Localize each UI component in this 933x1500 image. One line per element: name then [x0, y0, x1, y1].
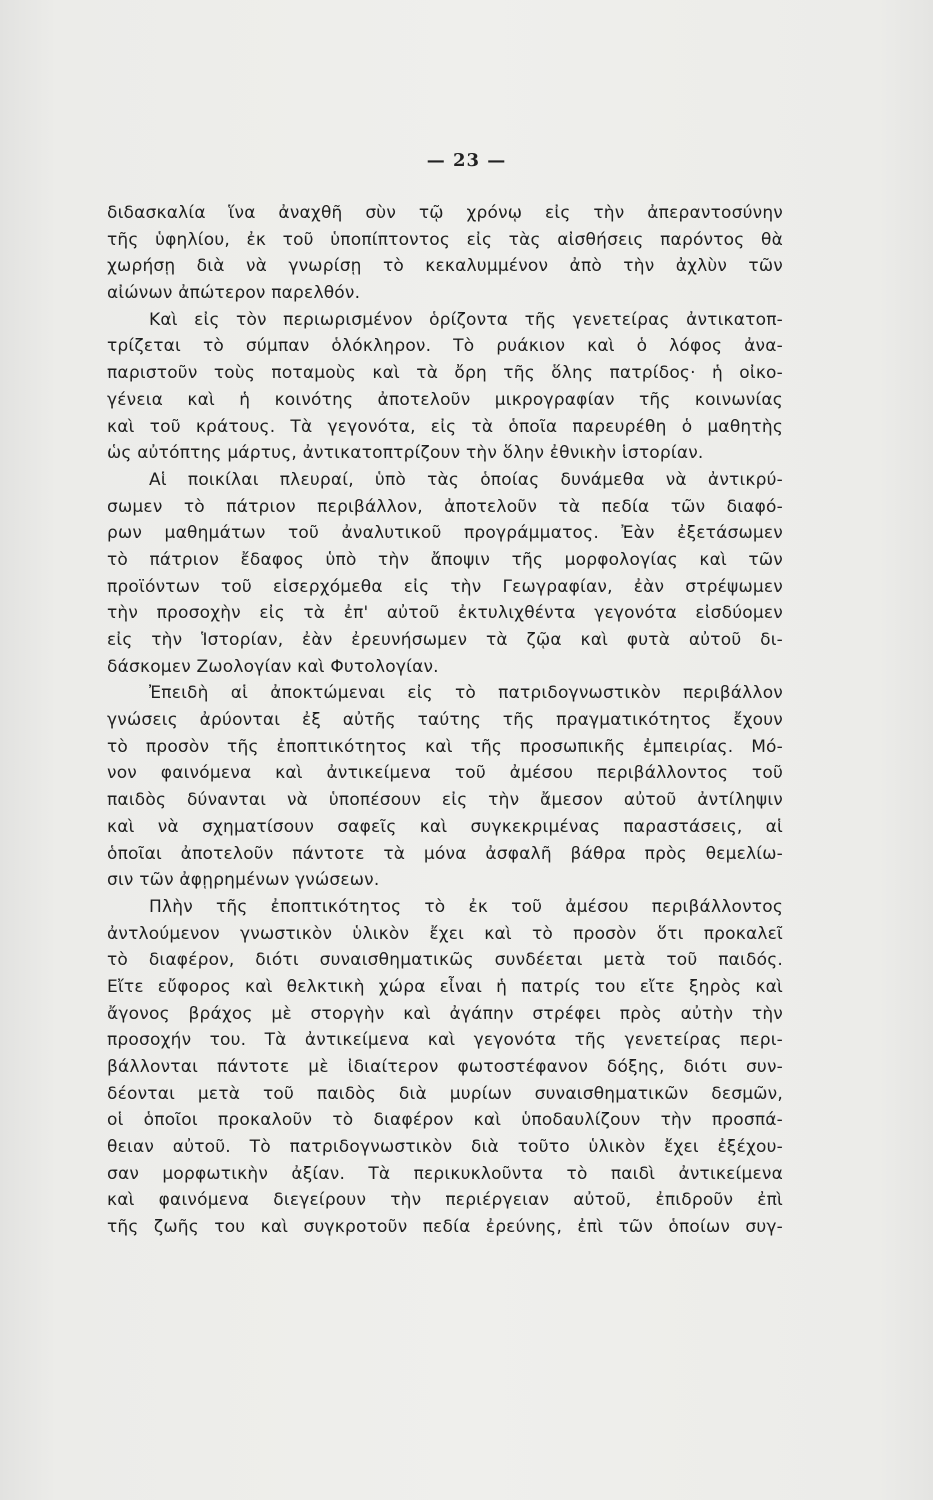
text-line: γένεια καὶ ἡ κοινότης ἀποτελοῦν μικρογραφίαν τῆς κοινωνίας	[107, 389, 783, 410]
paragraph	[107, 307, 783, 467]
text-line: οἱ ὁποῖοι προκαλοῦν τὸ διαφέρον καὶ ὑποδαυλίζουν τὴν προσπά-	[107, 1110, 783, 1131]
paragraph	[107, 467, 783, 681]
text-line: τῆς ὑφηλίου, ἐκ τοῦ ὑποπίπτοντος εἰς τὰς αἰσθήσεις παρόντος θὰ	[107, 229, 783, 250]
text-line: Καὶ εἰς τὸν περιωρισμένον ὁρίζοντα τῆς γενετείρας ἀντικατοπ-	[149, 309, 783, 330]
text-line: τὸ προσὸν τῆς ἐποπτικότητος καὶ τῆς προσωπικῆς ἐμπειρίας. Μό-	[107, 736, 783, 757]
text-line: χωρήσῃ διὰ νὰ γνωρίσῃ τὸ κεκαλυμμένον ἀπὸ τὴν ἀχλὺν τῶν	[107, 256, 783, 277]
text-line: Εἴτε εὔφορος καὶ θελκτικὴ χώρα εἶναι ἡ πατρίς του εἴτε ξηρὸς καὶ	[107, 976, 783, 997]
text-line: παριστοῦν τοὺς ποταμοὺς καὶ τὰ ὄρη τῆς ὅλης πατρίδος· ἡ οἰκο-	[107, 363, 783, 384]
text-line: τὸ διαφέρον, διότι συναισθηματικῶς συνδέεται μετὰ τοῦ παιδός.	[107, 950, 783, 971]
text-line: Αἱ ποικίλαι πλευραί, ὑπὸ τὰς ὁποίας δυνάμεθα νὰ ἀντικρύ-	[149, 469, 783, 490]
text-line: ἀντλούμενον γνωστικὸν ὑλικὸν ἔχει καὶ τὸ προσὸν ὅτι προκαλεῖ	[107, 923, 783, 944]
text-line: γνώσεις ἀρύονται ἐξ αὐτῆς ταύτης τῆς πραγματικότητος ἔχουν	[107, 710, 783, 731]
text-line: καὶ φαινόμενα διεγείρουν τὴν περιέργειαν αὐτοῦ, ἐπιδροῦν ἐπὶ	[107, 1190, 783, 1211]
text-line: ὁποῖαι ἀποτελοῦν πάντοτε τὰ μόνα ἀσφαλῆ βάθρα πρὸς θεμελίω-	[107, 843, 783, 864]
text-line: ἄγονος βράχος μὲ στοργὴν καὶ ἀγάπην στρέφει πρὸς αὐτὴν τὴν	[107, 1003, 783, 1024]
text-line: εἰς τὴν Ἱστορίαν, ἐὰν ἐρευνήσωμεν τὰ ζῷα καὶ φυτὰ αὐτοῦ δι-	[107, 630, 783, 650]
paragraph	[107, 200, 783, 307]
text-line: τρίζεται τὸ σύμπαν ὁλόκληρον. Τὸ ρυάκιον καὶ ὁ λόφος ἀνα-	[107, 336, 783, 357]
text-line: καὶ νὰ σχηματίσουν σαφεῖς καὶ συγκεκριμένας παραστάσεις, αἱ	[107, 816, 783, 837]
paragraph	[107, 894, 783, 1241]
text-line: τῆς ζωῆς του καὶ συγκροτοῦν πεδία ἐρεύνης, ἐπὶ τῶν ὁποίων συγ-	[107, 1217, 783, 1238]
text-line: σωμεν τὸ πάτριον περιβάλλον, ἀποτελοῦν τὰ πεδία τῶν διαφό-	[107, 496, 783, 517]
text-line: βάλλονται πάντοτε μὲ ἰδιαίτερον φωτοστέφανον δόξης, διότι συν-	[107, 1057, 783, 1077]
text-line: τὴν προσοχὴν εἰς τὰ ἐπ' αὐτοῦ ἐκτυλιχθέντα γεγονότα εἰσδύομεν	[107, 603, 783, 624]
text-line: διδασκαλία ἵνα ἀναχθῆ σὺν τῷ χρόνῳ εἰς τὴν ἀπεραντοσύνην	[107, 203, 783, 223]
text-line: προϊόντων τοῦ εἰσερχόμεθα εἰς τὴν Γεωγραφίαν, ἐὰν στρέψωμεν	[107, 576, 783, 597]
text-line: νον φαινόμενα καὶ ἀντικείμενα τοῦ ἀμέσου περιβάλλοντος τοῦ	[107, 763, 783, 784]
text-line: δέονται μετὰ τοῦ παιδὸς διὰ μυρίων συναισθηματικῶν δεσμῶν,	[107, 1083, 783, 1104]
text-line: τὸ πάτριον ἔδαφος ὑπὸ τὴν ἄποψιν τῆς μορφολογίας καὶ τῶν	[107, 549, 783, 570]
text-line: αἰώνων ἀπώτερον παρελθόν.	[107, 283, 361, 304]
text-line: προσοχήν του. Τὰ ἀντικείμενα καὶ γεγονότα τῆς γενετείρας περι-	[107, 1030, 783, 1051]
page-number: — 23 —	[426, 150, 507, 171]
paragraph	[107, 680, 783, 894]
body-text	[107, 200, 783, 1241]
text-line: δάσκομεν Ζωολογίαν καὶ Φυτολογίαν.	[107, 656, 439, 677]
text-line: Ἐπειδὴ αἱ ἀποκτώμεναι εἰς τὸ πατριδογνωστικὸν περιβάλλον	[149, 683, 783, 704]
text-line: ὡς αὐτόπτης μάρτυς, ἀντικατοπτρίζουν τὴν ὅλην ἐθνικὴν ἱστορίαν.	[107, 443, 704, 464]
text-line: καὶ τοῦ κράτους. Τὰ γεγονότα, εἰς τὰ ὁποῖα παρευρέθη ὁ μαθητὴς	[107, 416, 783, 437]
text-line: Πλὴν τῆς ἐποπτικότητος τὸ ἐκ τοῦ ἀμέσου περιβάλλοντος	[149, 896, 783, 917]
text-line: ρων μαθημάτων τοῦ ἀναλυτικοῦ προγράμματος. Ἐὰν ἐξετάσωμεν	[107, 523, 783, 544]
text-line: παιδὸς δύνανται νὰ ὑποπέσουν εἰς τὴν ἄμεσον αὐτοῦ ἀντίληψιν	[107, 790, 783, 811]
text-line: σιν τῶν ἀφῃρημένων γνώσεων.	[107, 870, 380, 891]
text-line: σαν μορφωτικὴν ἀξίαν. Τὰ περικυκλοῦντα τὸ παιδὶ ἀντικείμενα	[107, 1163, 783, 1184]
text-line: θειαν αὐτοῦ. Τὸ πατριδογνωστικὸν διὰ τοῦτο ὑλικὸν ἔχει ἐξέχου-	[107, 1137, 783, 1158]
